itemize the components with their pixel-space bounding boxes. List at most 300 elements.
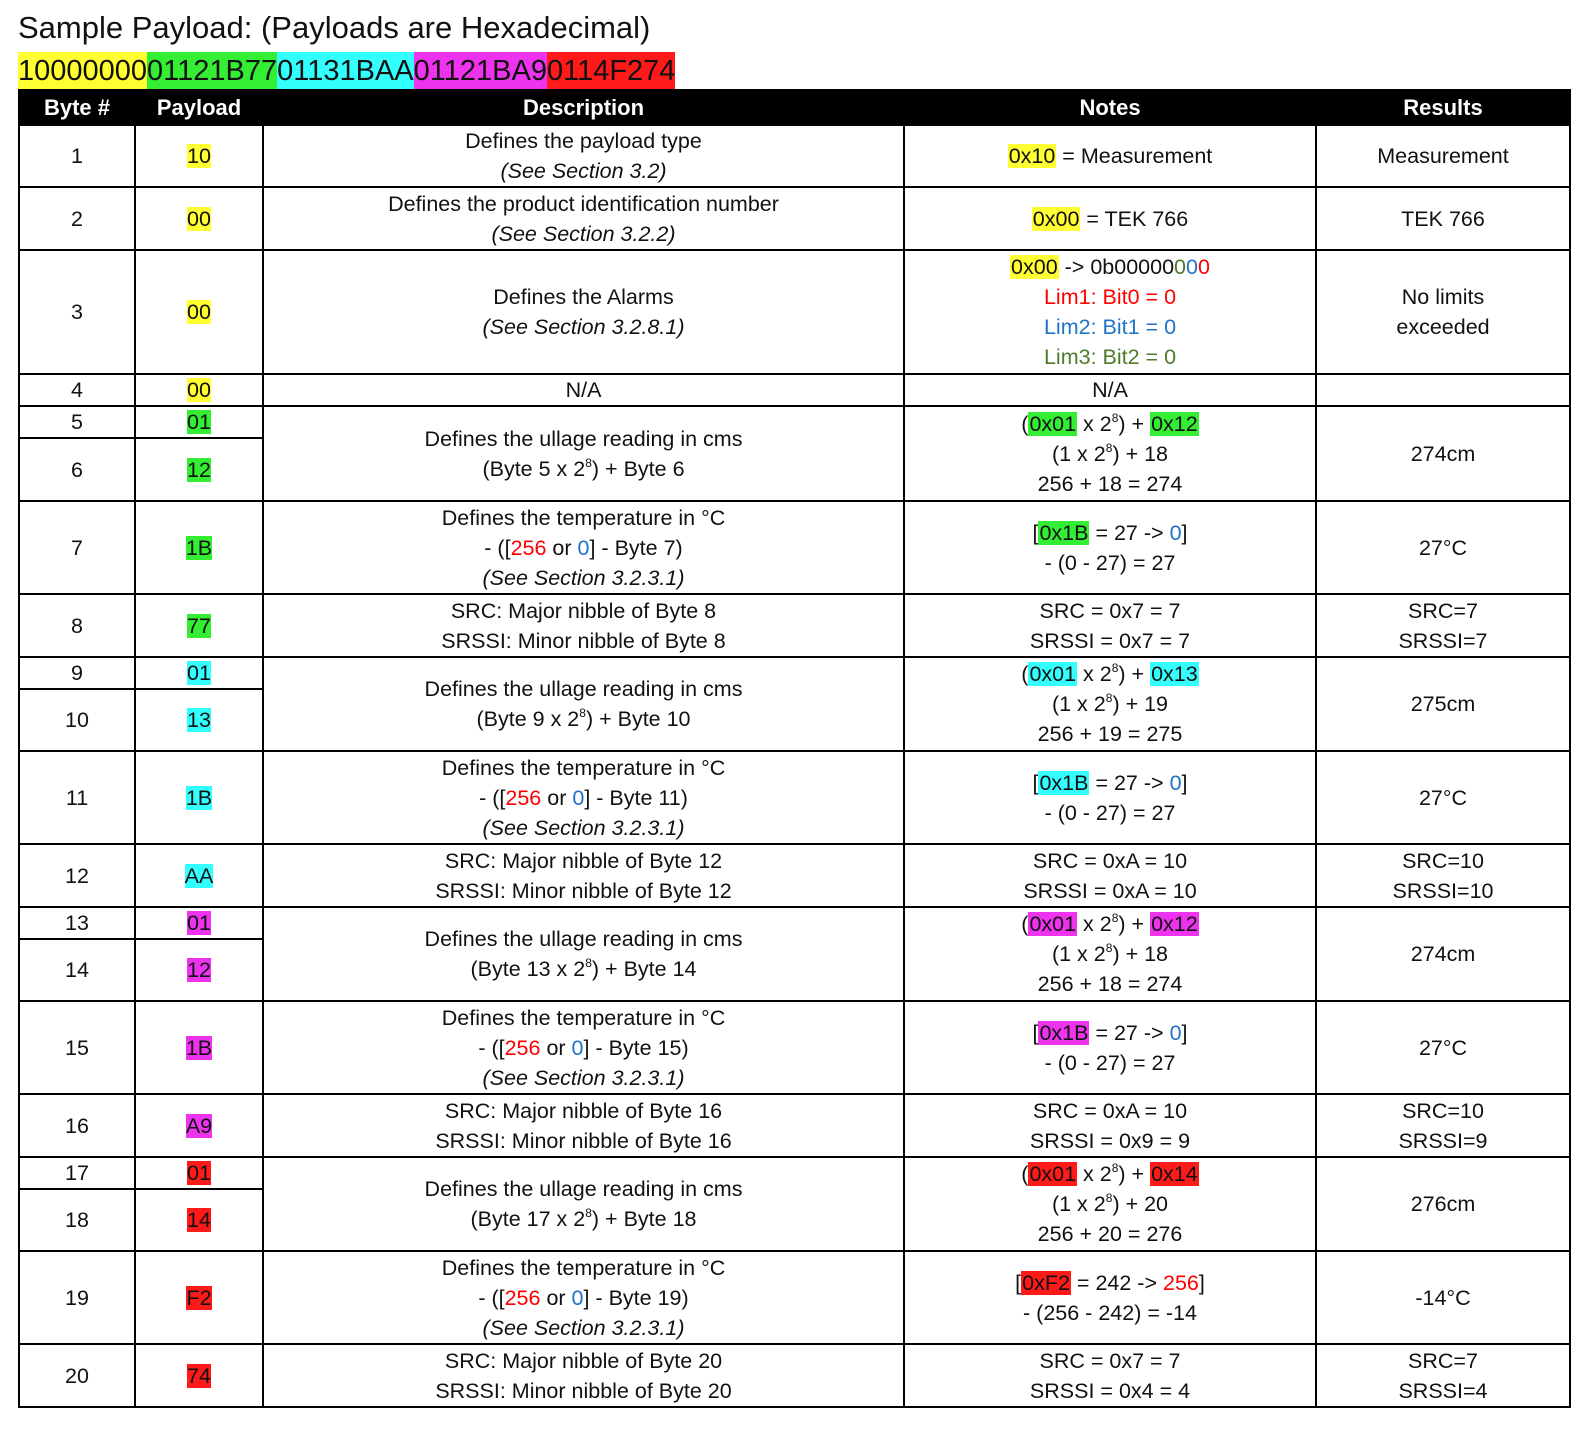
byte-number: 7 [19, 501, 135, 594]
payload-cell [135, 374, 263, 406]
text-segment: ) + [1118, 912, 1151, 936]
description-line [264, 783, 903, 813]
text-segment: ) + 18 [1112, 441, 1169, 466]
byte-number: 12 [19, 844, 135, 907]
description-cell [263, 250, 904, 374]
text-segment: ] - Byte 7) [589, 535, 683, 560]
description-line [264, 1346, 903, 1376]
notes-line [905, 312, 1315, 342]
highlighted-value: 0x10 [1008, 144, 1056, 168]
notes-line [905, 659, 1315, 689]
description-line [264, 1313, 903, 1343]
byte-number: 18 [19, 1189, 135, 1251]
payload-value: 01 [187, 1161, 211, 1185]
highlighted-value: 0x14 [1151, 1162, 1198, 1186]
result-line: 274cm [1410, 942, 1476, 966]
text-segment: Defines the temperature in °C [441, 755, 726, 780]
text-segment: Defines the ullage reading in cms [424, 927, 743, 951]
text-segment: ) + Byte 10 [585, 707, 691, 731]
text-segment: 0 [1169, 1020, 1182, 1045]
result-line: SRSSI=4 [1398, 1378, 1488, 1403]
text-segment: 256 + 20 = 276 [1037, 1222, 1183, 1246]
byte-number: 13 [19, 907, 135, 939]
text-segment: x 2 [1077, 912, 1112, 936]
text-segment: (See Section 3.2) [500, 159, 667, 183]
text-segment: ] [1198, 1270, 1205, 1295]
result-line: exceeded [1396, 315, 1490, 339]
table-row [19, 594, 1570, 657]
description-line [264, 813, 903, 843]
notes-cell [904, 501, 1316, 594]
text-segment: SRSSI = 0x4 = 4 [1029, 1378, 1191, 1403]
text-segment: - ([ [478, 1285, 505, 1310]
payload-segment: 01121BA9 [414, 52, 547, 90]
byte-number: 3 [19, 250, 135, 374]
text-segment: -> 0b00000 [1058, 255, 1175, 279]
text-segment: 0 [1169, 520, 1182, 545]
result-line: 274cm [1410, 441, 1476, 466]
payload-value: 00 [187, 300, 211, 324]
results-cell [1316, 751, 1570, 844]
results-cell [1316, 657, 1570, 751]
notes-line [905, 1159, 1315, 1189]
byte-number: 14 [19, 939, 135, 1001]
header-description: Description [263, 90, 904, 125]
result-line: SRC=10 [1402, 848, 1484, 873]
text-segment: Defines the ullage reading in cms [424, 426, 743, 451]
payload-cell [135, 187, 263, 250]
notes-cell [904, 751, 1316, 844]
payload-cell [135, 1344, 263, 1407]
notes-line [905, 626, 1315, 656]
result-line: 27°C [1418, 535, 1468, 560]
description-line [264, 753, 903, 783]
text-segment: Defines the product identification number [388, 191, 779, 216]
payload-cell [135, 1157, 263, 1189]
text-segment: ) + Byte 14 [591, 957, 697, 981]
description-line [264, 126, 903, 156]
results-cell [1316, 1344, 1570, 1407]
text-segment: (See Section 3.2.3.1) [482, 1065, 685, 1090]
text-segment: 256 + 19 = 275 [1037, 722, 1183, 746]
notes-line [905, 876, 1315, 906]
payload-value: 00 [187, 206, 211, 231]
highlighted-value: 0x01 [1029, 1162, 1077, 1186]
text-segment: (See Section 3.2.3.1) [482, 565, 685, 590]
text-segment: SRSSI: Minor nibble of Byte 16 [435, 1128, 732, 1153]
text-segment: ] [1181, 520, 1188, 545]
text-segment: 0 [571, 1285, 584, 1310]
notes-line [905, 1268, 1315, 1298]
text-segment: (1 x 2 [1051, 942, 1106, 966]
payload-cell [135, 406, 263, 438]
text-segment: SRSSI = 0x7 = 7 [1029, 628, 1191, 653]
highlighted-value: 0x12 [1151, 912, 1198, 936]
payload-cell [135, 689, 263, 751]
payload-cell [135, 657, 263, 689]
description-cell [263, 907, 904, 1001]
table-row [19, 657, 1570, 689]
superscript: 8 [1105, 691, 1113, 705]
result-line: SRSSI=10 [1392, 878, 1494, 903]
text-segment: 0 [577, 535, 590, 560]
payload-value: AA [184, 863, 214, 888]
text-segment: (1 x 2 [1051, 692, 1106, 716]
notes-line [905, 469, 1315, 499]
description-line [264, 424, 903, 454]
notes-cell [904, 1344, 1316, 1407]
table-row [19, 125, 1570, 187]
highlighted-value: 0x1B [1039, 520, 1089, 545]
payload-segment: 0114F274 [547, 52, 675, 90]
payload-value: A9 [185, 1113, 213, 1138]
description-cell [263, 657, 904, 751]
text-segment: ] [1181, 770, 1188, 795]
text-segment: ] - Byte 19) [583, 1285, 689, 1310]
description-line [264, 1376, 903, 1406]
byte-number: 8 [19, 594, 135, 657]
text-segment: (See Section 3.2.8.1) [482, 315, 685, 339]
highlighted-value: 0x01 [1029, 912, 1077, 936]
description-cell [263, 844, 904, 907]
notes-line [905, 342, 1315, 372]
text-segment: (Byte 17 x 2 [470, 1207, 586, 1231]
text-segment: ] - Byte 11) [584, 785, 688, 810]
result-line: SRC=7 [1408, 1348, 1478, 1373]
payload-cell [135, 844, 263, 907]
notes-line [905, 1298, 1315, 1328]
notes-line [905, 1018, 1315, 1048]
table-row [19, 1157, 1570, 1189]
result-line: 27°C [1418, 785, 1468, 810]
results-cell [1316, 1157, 1570, 1251]
byte-number: 5 [19, 406, 135, 438]
notes-line [905, 909, 1315, 939]
page-title: Sample Payload: (Payloads are Hexadecimal) [18, 10, 651, 45]
text-segment: N/A [1092, 378, 1128, 402]
notes-cell [904, 406, 1316, 501]
byte-number: 4 [19, 374, 135, 406]
notes-line [905, 409, 1315, 439]
description-line [264, 156, 903, 186]
payload-value: 13 [187, 708, 211, 732]
description-cell [263, 406, 904, 501]
notes-line [905, 375, 1315, 405]
notes-cell [904, 250, 1316, 374]
text-segment: SRC = 0xA = 10 [1032, 848, 1188, 873]
text-segment: 256 [504, 1035, 541, 1060]
table-row [19, 907, 1570, 939]
highlighted-value: 0x12 [1151, 411, 1198, 436]
sample-payload-hex [18, 52, 675, 90]
payload-cell [135, 907, 263, 939]
text-segment: SRC: Major nibble of Byte 16 [444, 1098, 723, 1123]
payload-cell [135, 438, 263, 501]
description-line [264, 626, 903, 656]
highlighted-value: 0x01 [1029, 411, 1077, 436]
highlighted-value: 0xF2 [1022, 1270, 1070, 1295]
description-line [264, 1063, 903, 1093]
text-segment: (See Section 3.2.3.1) [482, 1315, 685, 1340]
byte-number: 19 [19, 1251, 135, 1344]
description-line [264, 924, 903, 954]
text-segment: 256 [505, 785, 542, 810]
header-payload: Payload [135, 90, 263, 125]
payload-segment: 01131BAA [277, 52, 414, 90]
notes-cell [904, 844, 1316, 907]
table-row [19, 250, 1570, 374]
notes-cell [904, 1001, 1316, 1094]
table-row [19, 406, 1570, 438]
header-byte: Byte # [19, 90, 135, 125]
superscript: 8 [585, 455, 592, 470]
payload-value: 01 [187, 661, 211, 685]
table-row [19, 751, 1570, 844]
payload-cell [135, 501, 263, 594]
notes-line [905, 204, 1315, 234]
notes-line [905, 719, 1315, 749]
notes-cell [904, 907, 1316, 1001]
text-segment: [ [1032, 770, 1039, 795]
superscript: 8 [1111, 410, 1119, 425]
text-segment: = 27 -> [1089, 1020, 1170, 1045]
byte-number: 2 [19, 187, 135, 250]
text-segment: ) + [1118, 1162, 1151, 1186]
payload-value: 1B [185, 535, 213, 560]
text-segment: ( [1021, 1162, 1029, 1186]
payload-table [18, 89, 1571, 1408]
byte-number: 20 [19, 1344, 135, 1407]
payload-value: 00 [187, 378, 211, 402]
text-segment: (1 x 2 [1051, 441, 1106, 466]
text-segment: x 2 [1077, 411, 1112, 436]
text-segment: Defines the ullage reading in cms [424, 677, 743, 701]
highlighted-value: 0x00 [1032, 206, 1080, 231]
superscript: 8 [1111, 661, 1119, 675]
description-line [264, 219, 903, 249]
notes-line [905, 798, 1315, 828]
superscript: 8 [1105, 440, 1113, 455]
description-line [264, 1283, 903, 1313]
result-line: SRSSI=7 [1398, 628, 1488, 653]
results-cell [1316, 907, 1570, 1001]
payload-segment: 01121B77 [147, 52, 277, 90]
description-cell [263, 1251, 904, 1344]
byte-number: 6 [19, 438, 135, 501]
results-cell [1316, 406, 1570, 501]
description-line [264, 1033, 903, 1063]
text-segment: = 242 -> [1070, 1270, 1163, 1295]
text-segment: ) + [1118, 662, 1151, 686]
byte-number: 1 [19, 125, 135, 187]
text-segment: (1 x 2 [1051, 1192, 1106, 1216]
description-cell [263, 187, 904, 250]
highlighted-value: 0x1B [1039, 1020, 1089, 1045]
notes-cell [904, 187, 1316, 250]
result-line: 27°C [1418, 1035, 1468, 1060]
table-row [19, 501, 1570, 594]
text-segment: SRC = 0x7 = 7 [1039, 1348, 1181, 1373]
text-segment: 256 [504, 1285, 541, 1310]
table-row [19, 1094, 1570, 1157]
text-segment: 0 [1186, 255, 1198, 279]
results-cell [1316, 594, 1570, 657]
text-segment: = TEK 766 [1080, 206, 1189, 231]
superscript: 8 [1111, 911, 1119, 925]
description-cell [263, 1001, 904, 1094]
byte-number: 16 [19, 1094, 135, 1157]
text-segment: ) + 20 [1112, 1192, 1169, 1216]
text-segment: Defines the Alarms [493, 285, 674, 309]
payload-value: 01 [187, 410, 211, 434]
description-line [264, 704, 903, 734]
description-line [264, 674, 903, 704]
superscript: 8 [585, 1206, 592, 1220]
notes-line [905, 1048, 1315, 1078]
text-segment: - (256 - 242) = -14 [1023, 1300, 1197, 1325]
notes-cell [904, 374, 1316, 406]
description-cell [263, 125, 904, 187]
byte-number: 11 [19, 751, 135, 844]
result-line: Measurement [1377, 144, 1509, 168]
text-segment: = 27 -> [1089, 520, 1170, 545]
description-cell [263, 374, 904, 406]
payload-cell [135, 125, 263, 187]
text-segment: SRC = 0xA = 10 [1032, 1098, 1188, 1123]
notes-line [905, 141, 1315, 171]
text-segment: Defines the payload type [465, 129, 702, 153]
highlighted-value: 0x00 [1011, 255, 1058, 279]
text-segment: or [546, 535, 578, 560]
superscript: 8 [1105, 941, 1113, 955]
description-line [264, 312, 903, 342]
text-segment: SRSSI: Minor nibble of Byte 8 [441, 628, 726, 653]
notes-line [905, 1126, 1315, 1156]
text-segment: 256 + 18 = 274 [1037, 471, 1183, 496]
highlighted-value: 0x13 [1151, 662, 1198, 686]
description-cell [263, 1094, 904, 1157]
notes-line [905, 596, 1315, 626]
notes-cell [904, 1094, 1316, 1157]
text-segment: SRC = 0x7 = 7 [1039, 598, 1181, 623]
description-line [264, 1126, 903, 1156]
description-line [264, 503, 903, 533]
table-row [19, 374, 1570, 406]
text-segment: (Byte 13 x 2 [470, 957, 586, 981]
text-segment: 256 + 18 = 274 [1037, 972, 1183, 996]
notes-line [905, 252, 1315, 282]
text-segment: (See Section 3.2.2) [491, 221, 676, 246]
text-segment: [ [1015, 1270, 1022, 1295]
payload-value: 1B [185, 785, 213, 810]
payload-value: 77 [187, 613, 211, 638]
text-segment: - ([ [484, 535, 511, 560]
text-segment: or [540, 1285, 572, 1310]
text-segment: = 27 -> [1089, 770, 1170, 795]
text-segment: SRSSI = 0x9 = 9 [1029, 1128, 1191, 1153]
notes-line [905, 1189, 1315, 1219]
text-segment: Lim2: Bit1 = 0 [1043, 315, 1177, 339]
result-line: SRSSI=9 [1398, 1128, 1488, 1153]
text-segment: 0 [572, 785, 585, 810]
payload-value: 12 [187, 457, 211, 482]
text-segment: Lim3: Bit2 = 0 [1043, 345, 1177, 369]
table-row [19, 1001, 1570, 1094]
text-segment: 256 [1162, 1270, 1199, 1295]
notes-line [905, 548, 1315, 578]
notes-cell [904, 1157, 1316, 1251]
payload-value: 12 [187, 958, 211, 982]
text-segment: Defines the ullage reading in cms [424, 1177, 743, 1201]
payload-cell [135, 939, 263, 1001]
notes-line [905, 282, 1315, 312]
results-cell [1316, 187, 1570, 250]
results-cell [1316, 1251, 1570, 1344]
text-segment: ( [1021, 662, 1029, 686]
text-segment: ( [1021, 912, 1029, 936]
description-line [264, 189, 903, 219]
text-segment: [ [1032, 520, 1039, 545]
notes-cell [904, 657, 1316, 751]
byte-number: 15 [19, 1001, 135, 1094]
description-cell [263, 501, 904, 594]
byte-number: 10 [19, 689, 135, 751]
text-segment: (Byte 5 x 2 [482, 456, 586, 481]
result-line: 275cm [1410, 692, 1476, 716]
payload-value: F2 [186, 1285, 212, 1310]
text-segment: ) + Byte 6 [591, 456, 685, 481]
notes-cell [904, 1251, 1316, 1344]
text-segment: 256 [510, 535, 547, 560]
description-line [264, 282, 903, 312]
text-segment: ) + 19 [1112, 692, 1169, 716]
text-segment: - ([ [479, 785, 506, 810]
text-segment: Defines the temperature in °C [441, 1005, 726, 1030]
description-line [264, 846, 903, 876]
superscript: 8 [1111, 1161, 1119, 1175]
text-segment: SRC: Major nibble of Byte 20 [444, 1348, 723, 1373]
text-segment: or [541, 785, 573, 810]
description-line [264, 1253, 903, 1283]
results-cell [1316, 501, 1570, 594]
notes-line [905, 846, 1315, 876]
result-line: 276cm [1410, 1192, 1476, 1216]
text-segment: (Byte 9 x 2 [476, 707, 580, 731]
superscript: 8 [1105, 1191, 1113, 1205]
text-segment: Defines the temperature in °C [441, 1255, 726, 1280]
byte-number: 9 [19, 657, 135, 689]
description-line [264, 1003, 903, 1033]
byte-number: 17 [19, 1157, 135, 1189]
payload-cell [135, 1251, 263, 1344]
table-header-row [19, 90, 1570, 125]
description-cell [263, 1157, 904, 1251]
payload-value: 1B [185, 1035, 213, 1060]
payload-value: 01 [187, 911, 211, 935]
highlighted-value: 0x01 [1029, 662, 1077, 686]
payload-segment: 10000000 [18, 52, 147, 90]
text-segment: - ([ [478, 1035, 505, 1060]
description-line [264, 954, 903, 984]
notes-line [905, 1346, 1315, 1376]
text-segment: ] [1181, 1020, 1188, 1045]
table-row [19, 187, 1570, 250]
description-cell [263, 1344, 904, 1407]
notes-line [905, 439, 1315, 469]
text-segment: - (0 - 27) = 27 [1044, 550, 1176, 575]
description-line [264, 454, 903, 484]
text-segment: or [540, 1035, 572, 1060]
